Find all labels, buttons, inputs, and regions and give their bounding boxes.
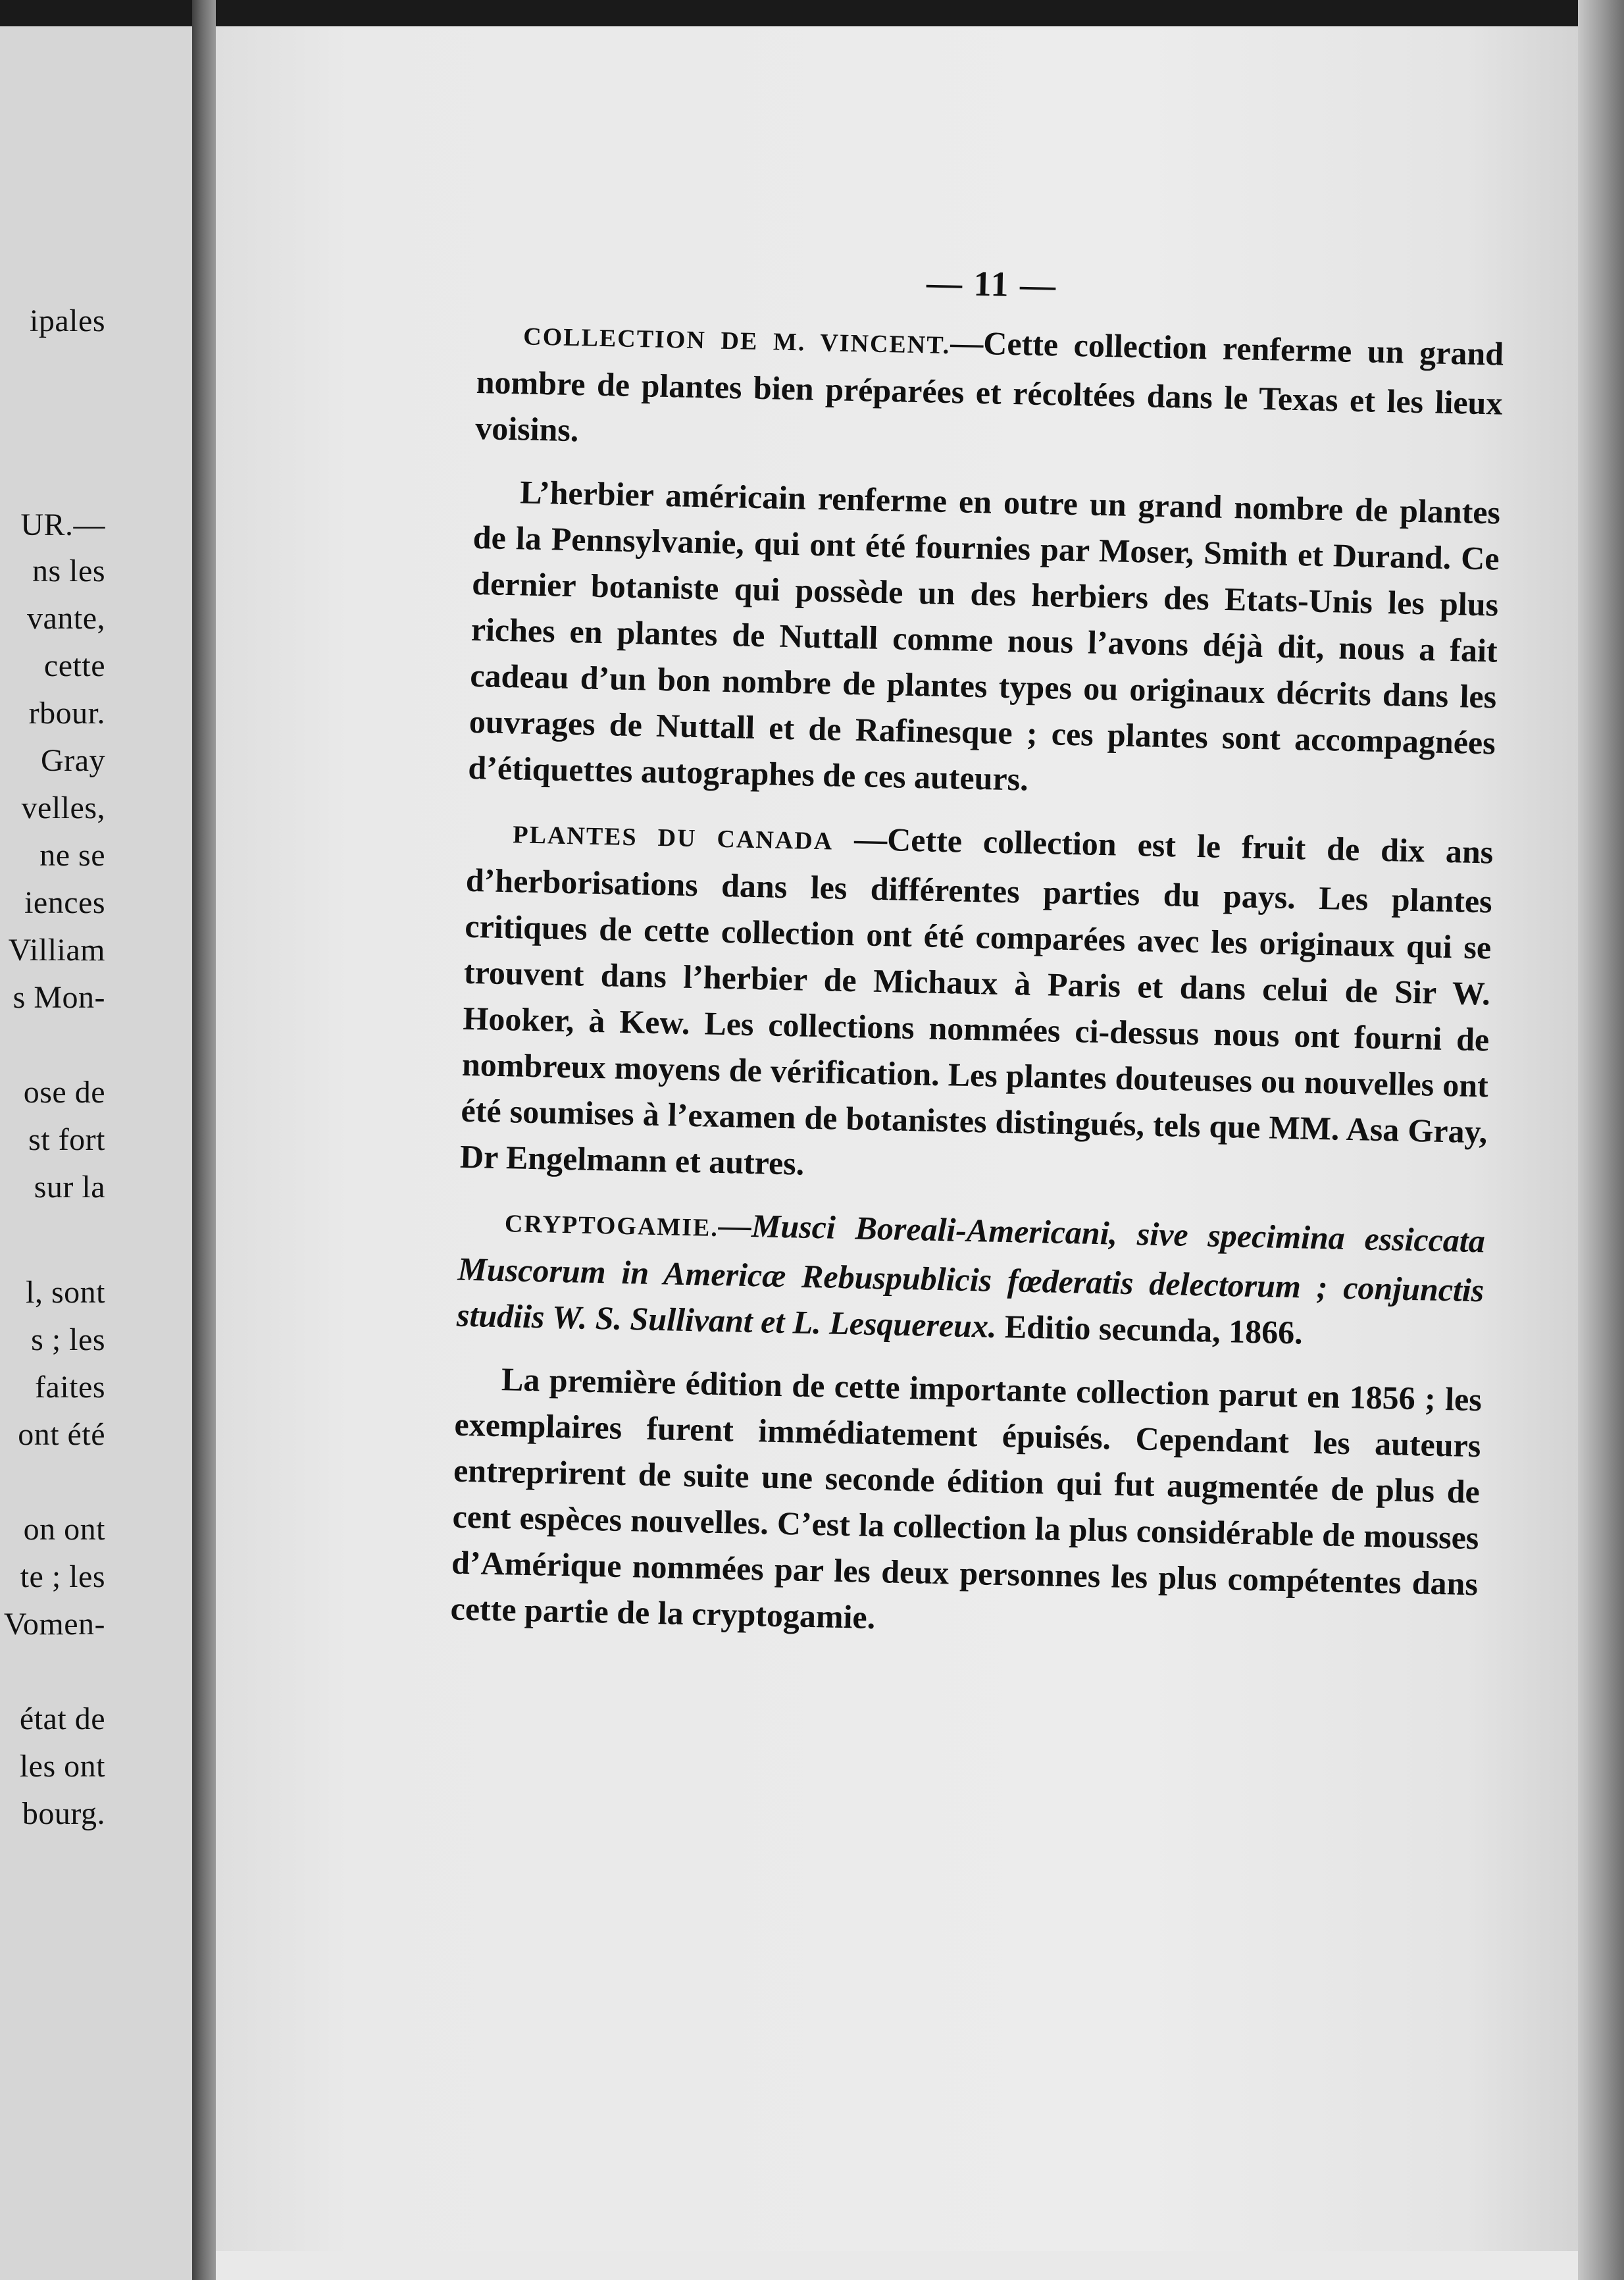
paragraph-vincent-collection — [475, 309, 1504, 473]
paragraph-american-herbarium — [468, 468, 1501, 812]
section-heading: COLLECTION DE M. VINCENT. — [522, 323, 951, 360]
left-page-line: te ; les — [20, 1559, 105, 1594]
left-page-line: s ; les — [31, 1322, 105, 1357]
latin-title: —Musci Boreali-Americani, sive specimina essiccata Muscorum in Americæ Rebuspublicis fœderatis delectorum ; conjunctis studiis W. S. Sullivant et L. Lesquereux. — [456, 1206, 1486, 1345]
left-page-line: faites — [35, 1370, 105, 1405]
main-page — [216, 26, 1624, 2251]
scan-top-border — [0, 0, 1624, 26]
section-heading: CRYPTOGAMIE. — [504, 1210, 719, 1242]
left-page-line: l, sont — [26, 1275, 105, 1310]
left-page-line: les ont — [19, 1749, 105, 1784]
left-page-line: ne se — [39, 838, 105, 873]
left-page-line: bourg. — [22, 1796, 105, 1831]
paragraph-first-edition — [450, 1355, 1482, 1653]
page-text-block — [449, 250, 1505, 1670]
left-page-line: état de — [19, 1701, 105, 1736]
paragraph-text: —Cette collection renferme un grand nombre de plantes bien préparées et récoltées dans le Texas et les lieux voisins. — [474, 324, 1504, 449]
left-page-line: vante, — [27, 601, 105, 636]
left-page-line: sur la — [34, 1170, 105, 1205]
left-page-line: UR.— — [20, 507, 105, 542]
page-number: — 11 — — [926, 263, 1057, 305]
left-facing-page — [0, 26, 197, 2280]
left-page-line: on ont — [23, 1512, 105, 1547]
book-gutter — [192, 0, 216, 2280]
left-page-line: velles, — [21, 790, 105, 825]
paragraph-text: —Cette collection est le fruit de dix ans d’herborisations dans les différentes parties du pays. Les plantes critiques de cette collection ont été comparées avec les originaux qui se trouvent dans l’herbier de Michaux à Paris et dans celui de Sir W. Hooker, à Kew. Les collections nommées ci-dessus nous ont fourni de nombreux moyens de vérification. Les plantes douteuses ou nouvelles ont été soumises à l’examen de botanistes distingués, tels que MM. Asa Gray, Dr Engelmann et autres. — [459, 819, 1494, 1182]
section-heading: PLANTES DU CANADA — [512, 821, 834, 856]
scan-right-border — [1578, 0, 1624, 2280]
left-page-line: Vomen- — [3, 1607, 105, 1642]
paragraph-canada-plants — [459, 808, 1493, 1201]
left-page-line: cette — [43, 648, 105, 683]
left-page-line: rbour. — [28, 696, 105, 731]
left-page-line: ns les — [32, 554, 105, 588]
left-page-line: st fort — [28, 1122, 105, 1157]
paragraph-text: La première édition de cette importante collection parut en 1856 ; les exemplaires furent immédiatement épuisés. Cependant les auteurs entreprirent de suite une seconde édition qui fut augmentée de plus de cent espèces nouvelles. C’est la collection la plus considérable de mousses d’Amérique nommées par les deux personnes les plus compétentes dans cette partie de la cryptogamie. — [450, 1360, 1483, 1636]
paragraph-cryptogamie — [456, 1197, 1485, 1360]
paragraph-text: Editio secunda, 1866. — [996, 1307, 1304, 1351]
left-page-line: iences — [24, 885, 105, 920]
left-page-line: ont été — [18, 1417, 105, 1452]
left-page-line: Gray — [41, 743, 105, 778]
left-page-line: Villiam — [8, 933, 105, 968]
paragraph-text: L’herbier américain renferme en outre un grand nombre de plantes de la Pennsylvanie, qui ont été fournies par Moser, Smith et Durand. Ce dernier botaniste qui possède un des herbiers des Etats-Unis les plus riches en plantes de Nuttall comme nous l’avons déjà dit, nous a fait cadeau d’un bon nombre de plantes types ou originaux décrits dans les ouvrages de Nuttall et de Rafinesque ; ces plantes sont accompagnées d’étiquettes autographes de ces auteurs. — [467, 473, 1501, 798]
left-page-line: ose de — [23, 1075, 105, 1110]
left-page-line: s Mon- — [13, 980, 105, 1015]
left-page-line: ipales — [30, 303, 105, 338]
